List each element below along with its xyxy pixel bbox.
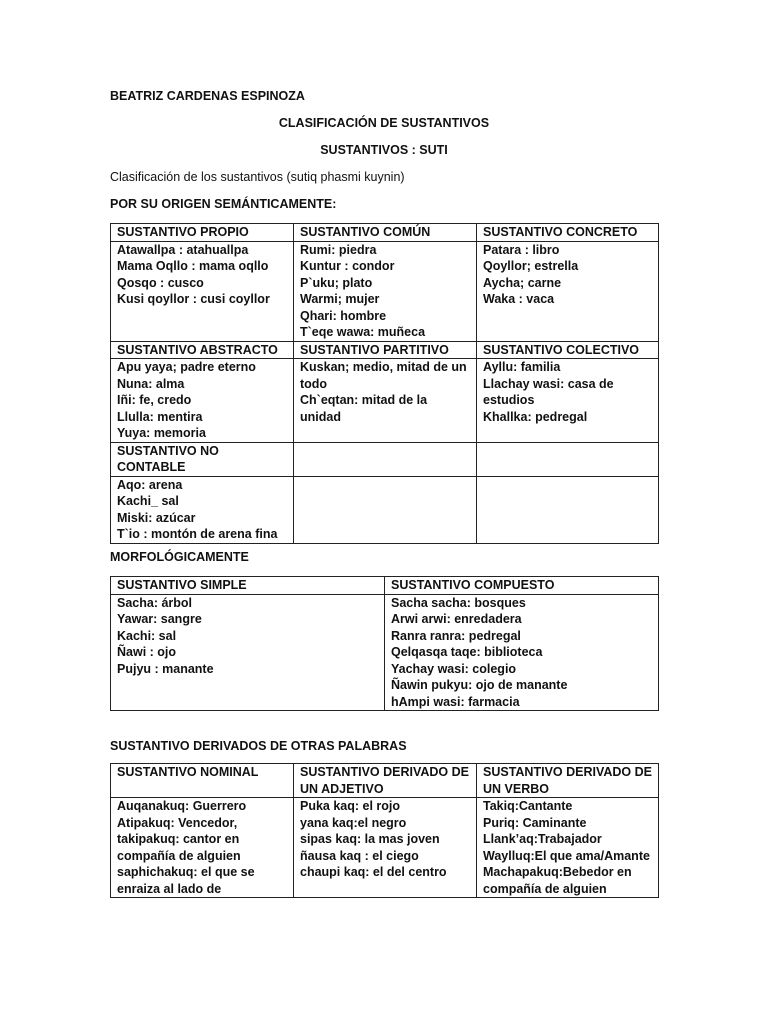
cell-text: Takiq:Cantante Puriq: Caminante Llank’aq:Trabajador Waylluq:El que ama/Amante Machapakuq:Bebedor en compañía de alguien — [483, 799, 650, 896]
table-row — [111, 241, 659, 341]
header-cell: SUSTANTIVO SIMPLE — [111, 577, 385, 595]
table-row — [111, 594, 659, 711]
header-cell: SUSTANTIVO PROPIO — [111, 224, 294, 242]
author-name: BEATRIZ CARDENAS ESPINOZA — [110, 89, 305, 103]
header-cell: SUSTANTIVO NOMINAL — [111, 764, 294, 798]
table-cell — [477, 241, 659, 341]
table-header-row — [111, 224, 659, 242]
cell-text: Ayllu: familia Llachay wasi: casa de estudios Khallka: pedregal — [483, 360, 614, 424]
table-cell — [294, 798, 477, 898]
table-header-row — [111, 442, 659, 476]
cell-text: Apu yaya; padre eterno Nuna: alma Iñi: fe, credo Llulla: mentira Yuya: memoria — [117, 360, 256, 440]
header-cell: SUSTANTIVO CONCRETO — [477, 224, 659, 242]
table-cell — [111, 476, 294, 543]
cell-text: Puka kaq: el rojo yana kaq:el negro sipas kaq: la mas joven ñausa kaq : el ciego chaupi kaq: el del centro — [300, 799, 447, 879]
table-header-row — [111, 764, 659, 798]
header-cell: SUSTANTIVO ABSTRACTO — [111, 341, 294, 359]
table-cell — [111, 798, 294, 898]
section1-heading: POR SU ORIGEN SEMÁNTICAMENTE: — [110, 197, 337, 211]
table-row — [111, 359, 659, 443]
cell-text: Sacha sacha: bosques Arwi arwi: enredadera Ranra ranra: pedregal Qelqasqa taqe: biblioteca Yachay wasi: colegio Ñawin pukyu: ojo de manante hAmpi wasi: farmacia — [391, 595, 568, 709]
header-cell: SUSTANTIVO COLECTIVO — [477, 341, 659, 359]
section3-heading: SUSTANTIVO DERIVADOS DE OTRAS PALABRAS — [110, 739, 407, 753]
header-cell: SUSTANTIVO COMPUESTO — [385, 577, 659, 595]
header-cell: SUSTANTIVO DERIVADO DE UN VERBO — [477, 764, 659, 798]
table-cell — [111, 594, 385, 711]
table-row — [111, 476, 659, 543]
header-cell: SUSTANTIVO PARTITIVO — [294, 341, 477, 359]
cell-text: Kuskan; medio, mitad de un todo Ch`eqtan: mitad de la unidad — [300, 360, 467, 424]
derived-table — [110, 763, 659, 898]
table-cell — [294, 359, 477, 443]
header-cell: SUSTANTIVO COMÚN — [294, 224, 477, 242]
cell-text: Patara : libro Qoyllor; estrella Aycha; carne Waka : vaca — [483, 242, 579, 306]
cell-text: Rumi: piedra Kuntur : condor P`uku; plato Warmi; mujer Qhari: hombre T`eqe wawa: muñeca — [300, 242, 426, 339]
table-row — [111, 798, 659, 898]
section2-heading: MORFOLÓGICAMENTE — [110, 550, 249, 564]
table-cell — [294, 241, 477, 341]
table-cell — [477, 359, 659, 443]
document-title: CLASIFICACIÓN DE SUSTANTIVOS — [278, 116, 490, 130]
table-cell — [477, 798, 659, 898]
table-cell — [385, 594, 659, 711]
header-cell: SUSTANTIVO DERIVADO DE UN ADJETIVO — [294, 764, 477, 798]
intro-text: Clasificación de los sustantivos (sutiq phasmi kuynin) — [110, 170, 405, 184]
header-cell — [477, 442, 659, 476]
header-cell: SUSTANTIVO NO CONTABLE — [111, 442, 294, 476]
table-cell — [294, 476, 477, 543]
table-cell — [111, 241, 294, 341]
table-cell — [477, 476, 659, 543]
table-cell — [111, 359, 294, 443]
semantic-table — [110, 223, 659, 544]
table-header-row — [111, 577, 659, 595]
document-subtitle: SUSTANTIVOS : SUTI — [320, 143, 448, 157]
cell-text: Sacha: árbol Yawar: sangre Kachi: sal Ñawi : ojo Pujyu : manante — [117, 595, 214, 676]
morphology-table — [110, 576, 659, 711]
table-header-row — [111, 341, 659, 359]
header-cell — [294, 442, 477, 476]
cell-text: Auqanakuq: Guerrero Atipakuq: Vencedor, takipakuq: cantor en compañía de alguien saphichakuq: el que se enraiza al lado de — [117, 799, 255, 896]
cell-text: Aqo: arena Kachi_ sal Miski: azúcar T`io : montón de arena fina — [117, 477, 278, 541]
cell-text: Atawallpa : atahuallpa Mama Oqllo : mama oqllo Qosqo : cusco Kusi qoyllor : cusi coyllor — [117, 242, 270, 306]
